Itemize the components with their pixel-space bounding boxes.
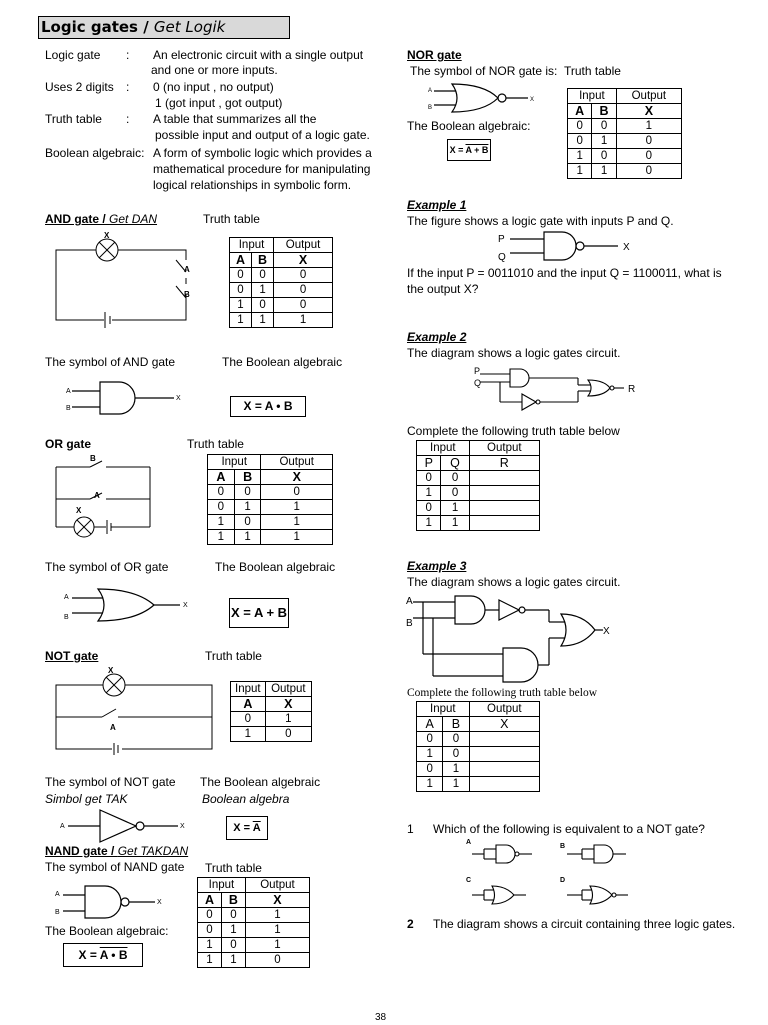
table-row: 0 0 1 [198, 908, 310, 923]
table-row: 0 0 0 [230, 268, 333, 283]
table-row: 1 0 [417, 747, 540, 762]
def-text: 1 (got input , got output) [155, 96, 283, 110]
svg-text:Q: Q [474, 378, 482, 388]
not-truth-table: Input Output A X 0 1 1 0 [230, 681, 312, 742]
table-row: 1 0 0 [568, 149, 682, 164]
example3-text: The diagram shows a logic gates circuit. [407, 575, 621, 589]
svg-text:X: X [180, 823, 185, 830]
truth-table-label: Truth table [187, 437, 244, 451]
or-truth-table: Input Output A B X 0 0 0 0 1 1 1 0 1 1 1 1 [207, 454, 333, 545]
boolean-label: The Boolean algebraic: [407, 119, 531, 133]
def-text: mathematical procedure for manipulating [153, 162, 371, 176]
example1-text: The figure shows a logic gate with inputs P and Q. [407, 214, 674, 228]
question2-number: 2 [407, 917, 414, 931]
not-boolean-expression: $X = \overline{A}$ [226, 816, 268, 840]
example3-truth-table: Input Output A B X 0 0 1 0 0 1 1 1 [416, 701, 540, 792]
boolean-label: The Boolean algebraic [222, 355, 343, 369]
table-row: 1 0 1 [208, 515, 333, 530]
table-row: 1 1 1 [230, 313, 333, 328]
svg-text:A: A [64, 594, 69, 601]
svg-text:P: P [498, 234, 505, 245]
not-gate-heading: NOT gate [45, 649, 99, 663]
example2-circuit [470, 366, 645, 416]
not-symbol-sub: Simbol get TAK [45, 792, 128, 806]
svg-text:X: X [183, 602, 188, 609]
and-gate-circuit [50, 228, 220, 328]
table-row: 1 0 1 [198, 938, 310, 953]
boolean-sub: Boolean algebra [202, 792, 290, 806]
example2-truth-table: Input Output P Q R 0 0 1 0 0 1 1 1 [416, 440, 540, 531]
example3-heading: Example 3 [407, 559, 467, 573]
def-sep: : [126, 112, 130, 126]
and-boolean-expression: X = A • B [230, 396, 306, 417]
def-text: possible input and output of a logic gate. [155, 128, 370, 142]
and-truth-table: Input Output A B X 0 0 0 0 1 0 1 0 0 1 1 1 [229, 237, 333, 328]
and-gate-symbol [62, 380, 192, 420]
def-text: A form of symbolic logic which provides a [153, 146, 372, 160]
not-symbol-label: The symbol of NOT gate [45, 775, 176, 789]
def-text: logical relationships in symbolic form. [153, 178, 352, 192]
truth-table-label: Truth table [205, 649, 262, 663]
table-row: 0 1 [417, 762, 540, 777]
boolean-label: The Boolean algebraic [200, 775, 321, 789]
table-row: 0 0 [417, 471, 540, 486]
svg-text:X: X [603, 626, 610, 637]
nor-boolean-expression: X = A + B [447, 139, 491, 161]
example1-question: the output X? [407, 282, 479, 296]
nand-boolean-expression: X = A • B [63, 943, 143, 967]
or-boolean-expression: X = A + B [229, 598, 289, 628]
def-term-truth-table: Truth table [45, 112, 102, 126]
svg-text:X: X [108, 666, 114, 675]
example1-heading: Example 1 [407, 198, 467, 212]
option-c-label: C [466, 877, 472, 884]
nand-gate-heading: NAND gate / Get TAKDAN [45, 844, 189, 858]
svg-text:B: B [406, 618, 413, 629]
table-row: 0 0 0 [208, 485, 333, 500]
def-text: An electronic circuit with a single output [153, 48, 364, 62]
boolean-label: The Boolean algebraic: [45, 924, 169, 938]
example1-nand-symbol [490, 230, 640, 264]
table-row: 1 1 [417, 516, 540, 531]
def-text: and one or more inputs. [151, 63, 278, 77]
svg-text:B: B [428, 105, 433, 111]
truth-table-label: Truth table [564, 64, 621, 78]
svg-text:X: X [623, 242, 630, 253]
option-b-label: B [560, 843, 566, 850]
or-gate-heading: OR gate [45, 437, 92, 451]
truth-table-label: Truth table [203, 212, 260, 226]
table-row: 1 1 0 [568, 164, 682, 179]
def-term-digits: Uses 2 digits [45, 80, 114, 94]
table-row: 0 1 [417, 501, 540, 516]
table-row: 0 1 1 [198, 923, 310, 938]
def-text: 0 (no input , no output) [153, 80, 274, 94]
example2-text: The diagram shows a logic gates circuit. [407, 346, 621, 360]
nand-symbol-label: The symbol of NAND gate [45, 860, 185, 874]
def-text: A table that summarizes all the [153, 112, 317, 126]
svg-text:B: B [66, 405, 71, 412]
def-sep: : [126, 48, 130, 62]
nor-truth-table: Input Output A B X 0 0 1 0 1 0 1 0 0 1 1 0 [567, 88, 682, 179]
table-row: 1 1 [417, 777, 540, 792]
example2-heading: Example 2 [407, 330, 467, 344]
nor-gate-heading: NOR gate [407, 48, 462, 62]
table-row: 1 0 0 [230, 298, 333, 313]
svg-text:A: A [60, 823, 65, 830]
example1-question: If the input P = 0011010 and the input Q = 1100011, what is [407, 266, 722, 280]
truth-table-label: Truth table [205, 861, 262, 875]
svg-text:X: X [104, 231, 110, 240]
and-gate-heading: AND gate / Get DAN [45, 212, 158, 226]
svg-text:A: A [184, 265, 190, 274]
page-number: 38 [375, 1012, 387, 1023]
and-symbol-label: The symbol of AND gate [45, 355, 176, 369]
svg-text:B: B [184, 290, 190, 299]
svg-text:A: A [94, 491, 100, 500]
question2-text: The diagram shows a circuit containing three logic gates. [433, 917, 736, 931]
svg-text:Q: Q [498, 252, 506, 263]
def-term-boolean: Boolean algebraic: [45, 146, 145, 160]
nand-truth-table: Input Output A B X 0 0 1 0 1 1 1 0 1 1 1 0 [197, 877, 310, 968]
question1-text: Which of the following is equivalent to a NOT gate? [433, 822, 705, 836]
example3-circuit [403, 592, 618, 687]
svg-text:A: A [406, 596, 413, 607]
nor-symbol-label: The symbol of NOR gate is: [410, 64, 558, 78]
example3-instruction: Complete the following truth table below [407, 687, 598, 699]
svg-text:X: X [157, 899, 162, 906]
def-term-logic-gate: Logic gate [45, 48, 101, 62]
table-row: 0 1 0 [230, 283, 333, 298]
not-gate-circuit [50, 665, 220, 757]
table-row: 1 0 [231, 727, 312, 742]
question1-number: 1 [407, 822, 414, 836]
svg-text:A: A [66, 388, 71, 395]
svg-text:X: X [176, 395, 181, 402]
or-symbol-label: The symbol of OR gate [45, 560, 169, 574]
table-row: 1 1 1 [208, 530, 333, 545]
nand-gate-symbol [55, 884, 175, 924]
or-gate-circuit [50, 455, 160, 540]
option-d-label: D [560, 877, 566, 884]
svg-text:B: B [64, 614, 69, 621]
table-row: 0 0 1 [568, 119, 682, 134]
svg-text:B: B [55, 909, 60, 916]
svg-text:R: R [628, 384, 636, 395]
svg-text:P: P [474, 366, 481, 376]
svg-text:X: X [530, 97, 535, 103]
or-gate-symbol [62, 587, 197, 627]
table-row: 0 0 [417, 732, 540, 747]
svg-text:A: A [110, 723, 116, 732]
not-gate-symbol [60, 808, 190, 844]
table-row: 0 1 0 [568, 134, 682, 149]
svg-text:B: B [90, 454, 96, 463]
table-row: 1 1 0 [198, 953, 310, 968]
svg-text:A: A [55, 891, 60, 898]
boolean-label: The Boolean algebraic [215, 560, 336, 574]
svg-text:X: X [76, 506, 82, 515]
table-row: 0 1 1 [208, 500, 333, 515]
question1-options [462, 840, 652, 915]
svg-text:A: A [428, 88, 433, 94]
def-sep: : [126, 80, 130, 94]
nor-gate-symbol [428, 82, 543, 118]
table-row: 0 1 [231, 712, 312, 727]
page-title: Logic gates / Get Logik [38, 16, 290, 39]
example2-instruction: Complete the following truth table below [407, 424, 620, 438]
table-row: 1 0 [417, 486, 540, 501]
option-a-label: A [466, 839, 472, 846]
